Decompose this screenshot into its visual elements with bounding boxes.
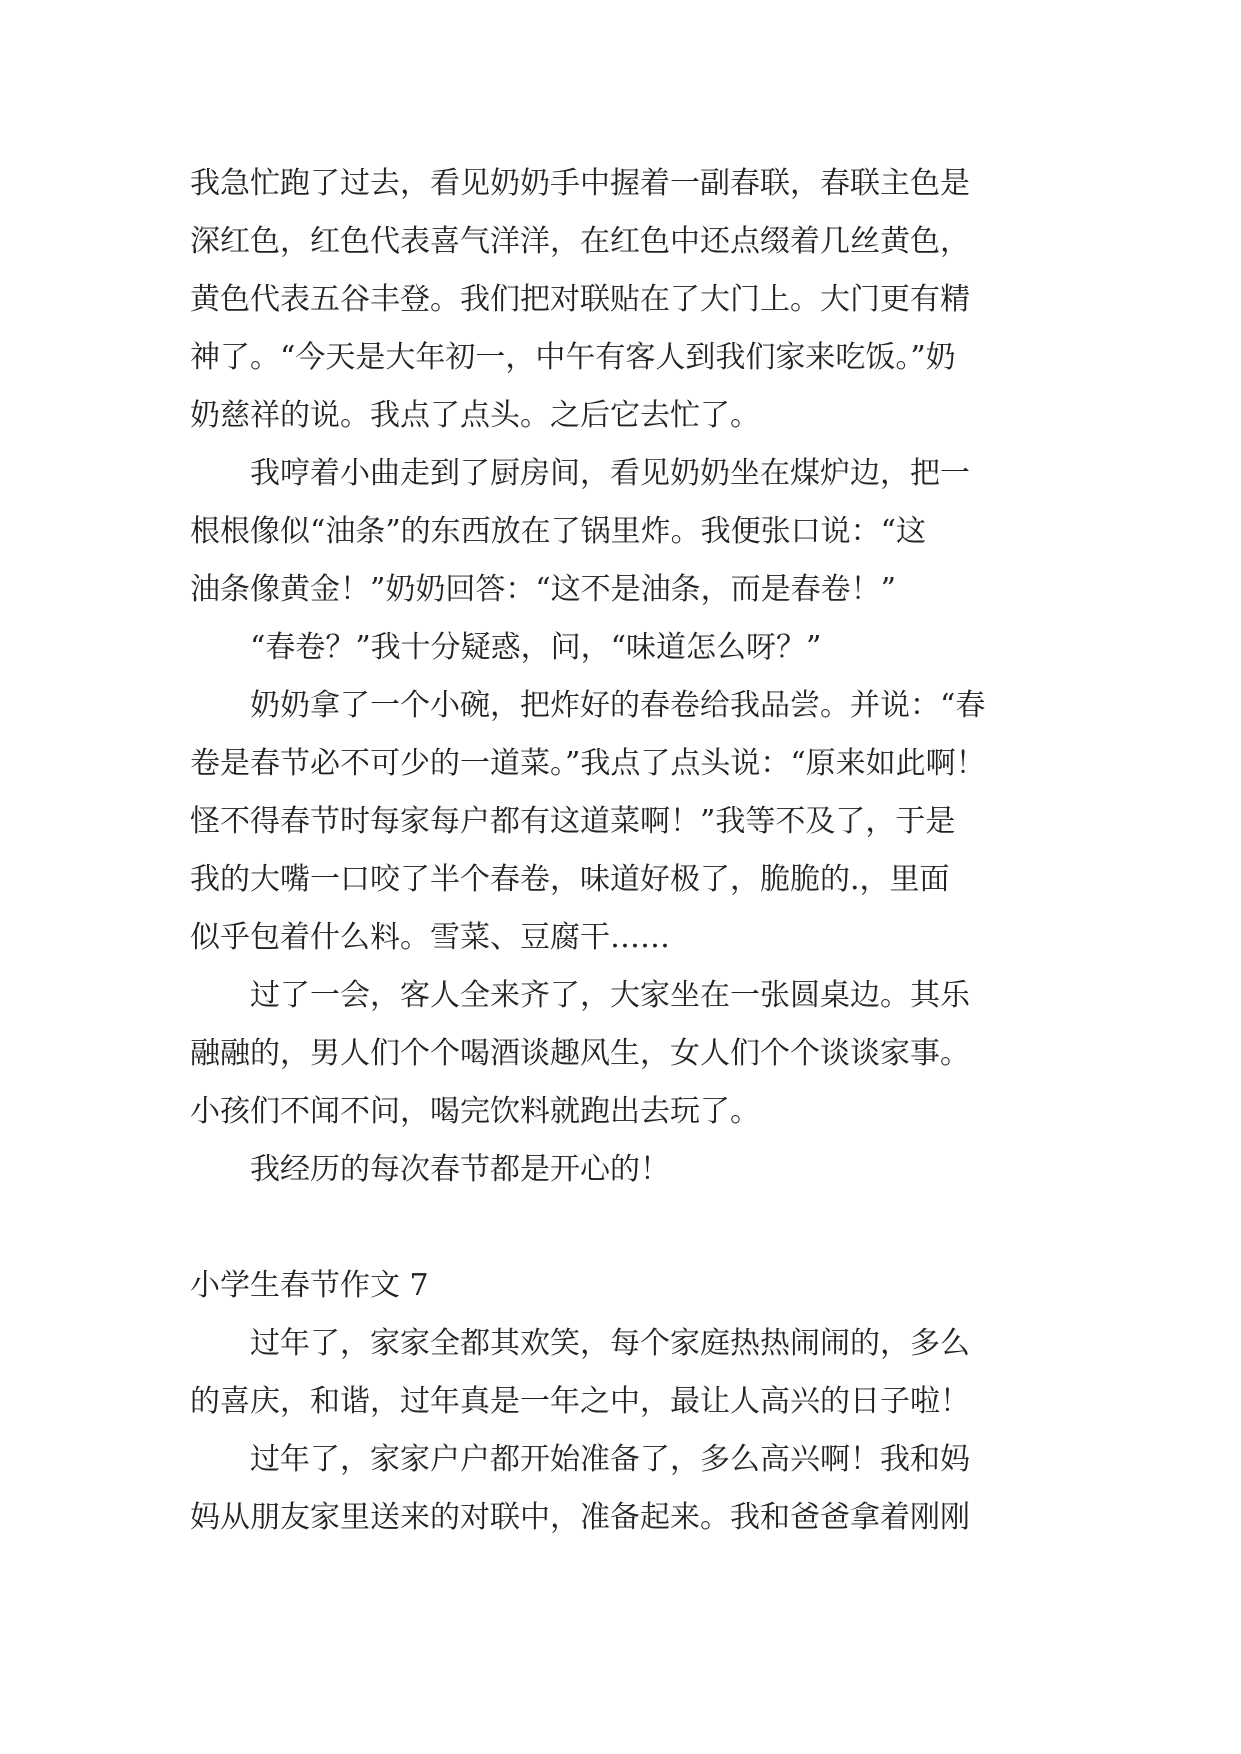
text-line: 过年了，家家全都其欢笑，每个家庭热热闹闹的，多么	[190, 1326, 970, 1361]
text-line: 根根像似“油条”的东西放在了锅里炸。我便张口说：“这	[190, 514, 927, 549]
text-line: 深红色，红色代表喜气洋洋，在红色中还点缀着几丝黄色，	[190, 224, 970, 259]
text-line: 过了一会，客人全来齐了，大家坐在一张圆桌边。其乐	[190, 978, 970, 1013]
text-line: 似乎包着什么料。雪菜、豆腐干……	[190, 920, 670, 955]
text-line: 怪不得春节时每家每户都有这道菜啊！”我等不及了，于是	[190, 804, 956, 839]
text-line: 奶奶拿了一个小碗，把炸好的春卷给我品尝。并说：“春	[190, 688, 986, 723]
text-line: 的喜庆，和谐，过年真是一年之中，最让人高兴的日子啦！	[190, 1384, 970, 1419]
section-heading: 小学生春节作文 7	[190, 1268, 429, 1303]
text-line: 油条像黄金！”奶奶回答：“这不是油条，而是春卷！”	[190, 572, 897, 607]
text-line: 我经历的每次春节都是开心的！	[190, 1152, 670, 1187]
text-line: 我哼着小曲走到了厨房间，看见奶奶坐在煤炉边，把一	[190, 456, 970, 491]
text-line: 卷是春节必不可少的一道菜。”我点了点头说：“原来如此啊！	[190, 746, 986, 781]
text-line: 我急忙跑了过去，看见奶奶手中握着一副春联，春联主色是	[190, 166, 970, 201]
text-line: 奶慈祥的说。我点了点头。之后它去忙了。	[190, 398, 760, 433]
text-line: 过年了，家家户户都开始准备了，多么高兴啊！我和妈	[190, 1442, 970, 1477]
text-line: “春卷？”我十分疑惑，问，“味道怎么呀？”	[190, 630, 822, 665]
text-line: 小孩们不闻不问，喝完饮料就跑出去玩了。	[190, 1094, 760, 1129]
text-line: 融融的，男人们个个喝酒谈趣风生，女人们个个谈谈家事。	[190, 1036, 970, 1071]
text-line: 黄色代表五谷丰登。我们把对联贴在了大门上。大门更有精	[190, 282, 970, 317]
text-line: 妈从朋友家里送来的对联中，准备起来。我和爸爸拿着刚刚	[190, 1500, 970, 1535]
text-line: 神了。“今天是大年初一，中午有客人到我们家来吃饭。”奶	[190, 340, 956, 375]
text-line: 我的大嘴一口咬了半个春卷，味道好极了，脆脆的.，里面	[190, 862, 950, 897]
